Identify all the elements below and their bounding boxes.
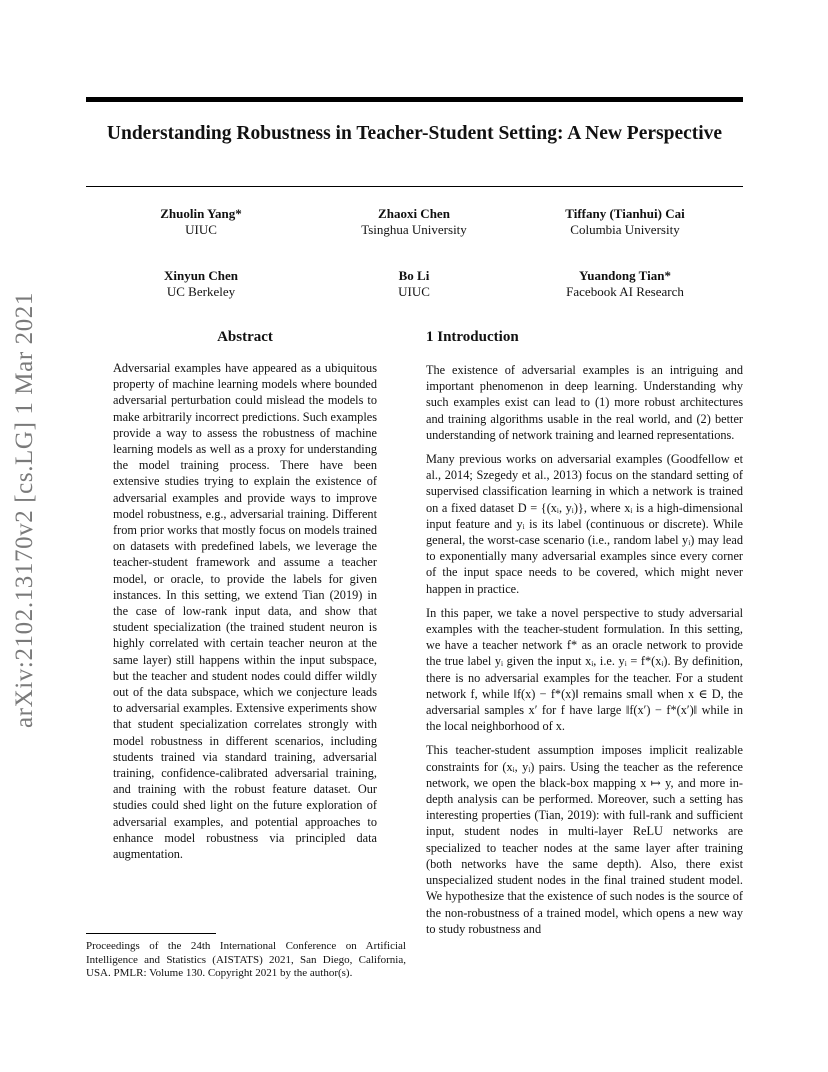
title-bottom-rule [86, 186, 743, 187]
intro-paragraph: In this paper, we take a novel perspective to study adversarial examples with the teacher-student formulation. In this setting, we have a teacher network f* as an oracle network to provide the true label yᵢ given the input xᵢ, i.e. yᵢ = f*(xᵢ). By definition, there is no adversarial examples for the teacher. For a student network f, while ‖f(x) − f*(x)‖ remains small when x ∈ D, the adversarial samples x′ for f have large ‖f(x′) − f*(x′)‖ while in the local neighborhood of x. [426, 605, 743, 734]
author-name: Zhuolin Yang* [160, 206, 242, 221]
author-block [86, 268, 316, 300]
author-block [510, 206, 740, 238]
author-affiliation: UIUC [185, 222, 217, 237]
author-affiliation: Columbia University [570, 222, 680, 237]
intro-paragraph: The existence of adversarial examples is an intriguing and important phenomenon in deep learning. Understanding why such examples exist can lead to (1) more robust architectures and training algorithms usable in the real world, and (2) better understanding of network training and learned representations. [426, 363, 743, 442]
author-name: Bo Li [398, 268, 430, 283]
title-top-rule [86, 97, 743, 102]
abstract-body [113, 360, 377, 862]
intro-paragraph: Many previous works on adversarial examples (Goodfellow et al., 2014; Szegedy et al., 2013) focus on the standard setting of supervised classification learning in which a network is trained on a fixed dataset D = {(xᵢ, yᵢ)}, where xᵢ is a high-dimensional input feature and yᵢ is its label (continuous or discrete). While general, the worst-case scenario (i.e., random label yᵢ) may lead to exponentially many adversarial examples since every corner of the input space needs to be covered, which might never happen in practice. [426, 452, 743, 596]
arxiv-stamp-text: arXiv:2102.13170v2 [cs.LG] 1 Mar 2021 [11, 291, 38, 729]
author-name: Tiffany (Tianhui) Cai [565, 206, 685, 221]
author-affiliation: Tsinghua University [361, 222, 467, 237]
intro-paragraph: This teacher-student assumption imposes implicit realizable constraints for (xᵢ, yᵢ) pairs. Using the teacher as the reference network, we open the black-box mapping x ↦ y, and more in-depth analysis can be performed. Moreover, such a setting has interesting properties (Tian, 2019): with full-rank and sufficient input, student nodes in multi-layer ReLU networks are specialized to teacher nodes at the same layer after training (both networks have the same depth). Also, there exist unspecialized student nodes in the final trained student model. We hypothesize that the existence of such nodes is the source of the non-robustness of a trained model, which opens a new way to study robustness and [426, 743, 743, 936]
abstract-heading: Abstract [217, 329, 273, 345]
paper-title: Understanding Robustness in Teacher-Student Setting: A New Perspective [106, 123, 723, 144]
author-name: Xinyun Chen [163, 268, 239, 283]
footnote: Proceedings of the 24th International Conference on Artificial Intelligence and Statistics (AISTATS) 2021, San Diego, California, USA. PMLR: Volume 130. Copyright 2021 by the author(s). [86, 940, 406, 979]
arxiv-stamp [0, 290, 50, 730]
author-affiliation: UIUC [398, 284, 430, 299]
author-affiliation: Facebook AI Research [566, 284, 684, 299]
abstract-text: Adversarial examples have appeared as a ubiquitous property of machine learning models where bounded adversarial perturbation could mislead the models to make arbitrarily incorrect predictions. Such examples provide a way to assess the robustness of machine learning models as well as a proxy for understanding the model training process. There have been extensive studies trying to explain the existence of adversarial examples and provide ways to improve model robustness, e.g., adversarial training. Different from prior works that mostly focus on models trained on datasets with predefined labels, we leverage the teacher-student framework and assume a teacher model, or oracle, to provide the labels for given instances. In this setting, we extend Tian (2019) in the case of low-rank input data, and show that student specialization (the trained student neuron is highly correlated with certain teacher neuron at the same layer) still happens within the input subspace, but the teacher and student nodes could differ wildly out of the data subspace, which we conjecture leads to adversarial examples. Extensive experiments show that student specialization correlates strongly with model robustness in different scenarios, including students trained via standard training, adversarial training, confidence-calibrated adversarial training, and training with the robust feature dataset. Our studies could shed light on the future exploration of adversarial examples, and potential approaches to enhance model robustness via principled data augmentation. [113, 361, 377, 862]
author-block [299, 206, 529, 238]
author-name: Zhaoxi Chen [378, 206, 450, 221]
introduction-heading: 1 Introduction [426, 329, 519, 345]
footnote-rule [86, 933, 216, 934]
author-affiliation: UC Berkeley [166, 284, 236, 299]
author-block [86, 206, 316, 238]
introduction-body [426, 362, 743, 945]
author-name: Yuandong Tian* [579, 268, 671, 283]
author-block [510, 268, 740, 300]
author-block [299, 268, 529, 300]
